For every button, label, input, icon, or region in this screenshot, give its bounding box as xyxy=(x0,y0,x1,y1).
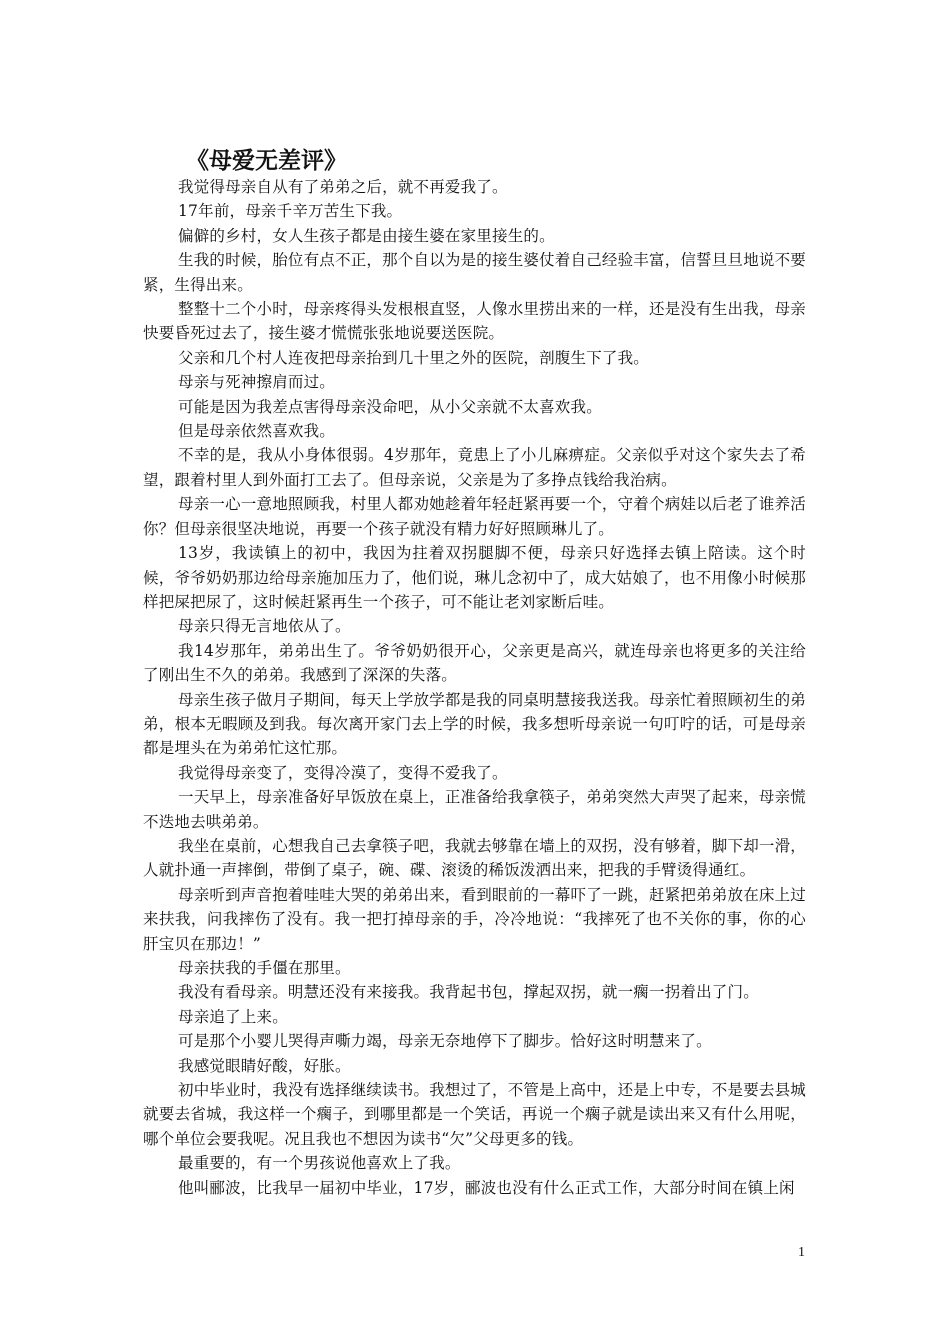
paragraph: 可是那个小婴儿哭得声嘶力竭，母亲无奈地停下了脚步。恰好这时明慧来了。 xyxy=(178,1032,712,1051)
paragraph: 我没有看母亲。明慧还没有来接我。我背起书包，撑起双拐，就一瘸一拐着出了门。 xyxy=(178,983,759,1002)
paragraph: 母亲追了上来。 xyxy=(178,1007,288,1026)
paragraph: 我觉得母亲自从有了弟弟之后，就不再爱我了。 xyxy=(178,178,508,196)
document-body xyxy=(143,175,806,1200)
paragraph: 母亲扶我的手僵在那里。 xyxy=(178,959,351,977)
paragraph: 我14岁那年，弟弟出生了。爷爷奶奶很开心，父亲更是高兴，就连母亲也将更多的关注给了刚出生不久的弟弟。我感到了深深的失落。 xyxy=(143,641,806,685)
paragraph: 不幸的是，我从小身体很弱。4岁那年，竟患上了小儿麻痹症。父亲似乎对这个家失去了希望，跟着村里人到外面打工去了。但母亲说，父亲是为了多挣点钱给我治病。 xyxy=(143,446,806,489)
paragraph: 我坐在桌前，心想我自己去拿筷子吧，我就去够靠在墙上的双拐，没有够着，脚下却一滑，人就扑通一声摔倒，带倒了桌子，碗、碟、滚烫的稀饭泼洒出来，把我的手臂烫得通红。 xyxy=(143,836,807,880)
paragraph: 母亲只得无言地依从了。 xyxy=(178,617,351,636)
paragraph: 我感觉眼睛好酸，好胀。 xyxy=(178,1056,351,1075)
document-title: 《母爱无差评》 xyxy=(186,147,347,174)
paragraph: 我觉得母亲变了，变得冷漠了，变得不爱我了。 xyxy=(178,763,508,782)
paragraph: 一天早上，母亲准备好早饭放在桌上，正准备给我拿筷子，弟弟突然大声哭了起来，母亲慌不迭地去哄弟弟。 xyxy=(143,788,807,831)
page-number: 1 xyxy=(798,1245,805,1260)
paragraph: 他叫郦波，比我早一届初中毕业，17岁，郦波也没有什么正式工作，大部分时间在镇上闲 xyxy=(178,1178,795,1197)
paragraph: 最重要的，有一个男孩说他喜欢上了我。 xyxy=(178,1154,461,1173)
paragraph: 母亲听到声音抱着哇哇大哭的弟弟出来，看到眼前的一幕吓了一跳，赶紧把弟弟放在床上过来扶我，问我摔伤了没有。我一把打掉母亲的手，冷冷地说：“我摔死了也不关你的事，你的心肝宝贝在那边！” xyxy=(143,885,807,953)
paragraph: 偏僻的乡村，女人生孩子都是由接生婆在家里接生的。 xyxy=(178,226,555,245)
paragraph: 母亲与死神擦肩而过。 xyxy=(178,373,336,392)
paragraph: 母亲一心一意地照顾我，村里人都劝她趁着年轻赶紧再要一个，守着个病娃以后老了谁养活你？但母亲很坚决地说，再要一个孩子就没有精力好好照顾琳儿了。 xyxy=(143,495,807,538)
paragraph: 但是母亲依然喜欢我。 xyxy=(178,422,336,441)
paragraph: 父亲和几个村人连夜把母亲抬到几十里之外的医院，剖腹生下了我。 xyxy=(178,348,650,367)
paragraph: 生我的时候，胎位有点不正，那个自以为是的接生婆仗着自己经验丰富，信誓旦旦地说不要紧，生得出来。 xyxy=(143,251,807,294)
paragraph: 17年前，母亲千辛万苦生下我。 xyxy=(178,202,403,221)
paragraph: 13岁，我读镇上的初中，我因为拄着双拐腿脚不便，母亲只好选择去镇上陪读。这个时候，爷爷奶奶那边给母亲施加压力了，他们说，琳儿念初中了，成大姑娘了，也不用像小时候那样把屎把尿了，这时候赶紧再生一个孩子，可不能让老刘家断后哇。 xyxy=(143,544,806,611)
paragraph: 整整十二个小时，母亲疼得头发根根直竖，人像水里捞出来的一样，还是没有生出我，母亲快要昏死过去了，接生婆才慌慌张张地说要送医院。 xyxy=(143,300,807,343)
paragraph: 初中毕业时，我没有选择继续读书。我想过了，不管是上高中，还是上中专，不是要去县城就要去省城，我这样一个瘸子，到哪里都是一个笑话，再说一个瘸子就是读出来又有什么用呢，哪个单位会要我呢。况且我也不想因为读书“欠”父母更多的钱。 xyxy=(143,1081,807,1148)
paragraph: 母亲生孩子做月子期间，每天上学放学都是我的同桌明慧接我送我。母亲忙着照顾初生的弟弟，根本无暇顾及到我。每次离开家门去上学的时候，我多想听母亲说一句叮咛的话，可是母亲都是埋头在为弟弟忙这忙那。 xyxy=(143,690,807,758)
paragraph: 可能是因为我差点害得母亲没命吧，从小父亲就不太喜欢我。 xyxy=(178,397,602,416)
